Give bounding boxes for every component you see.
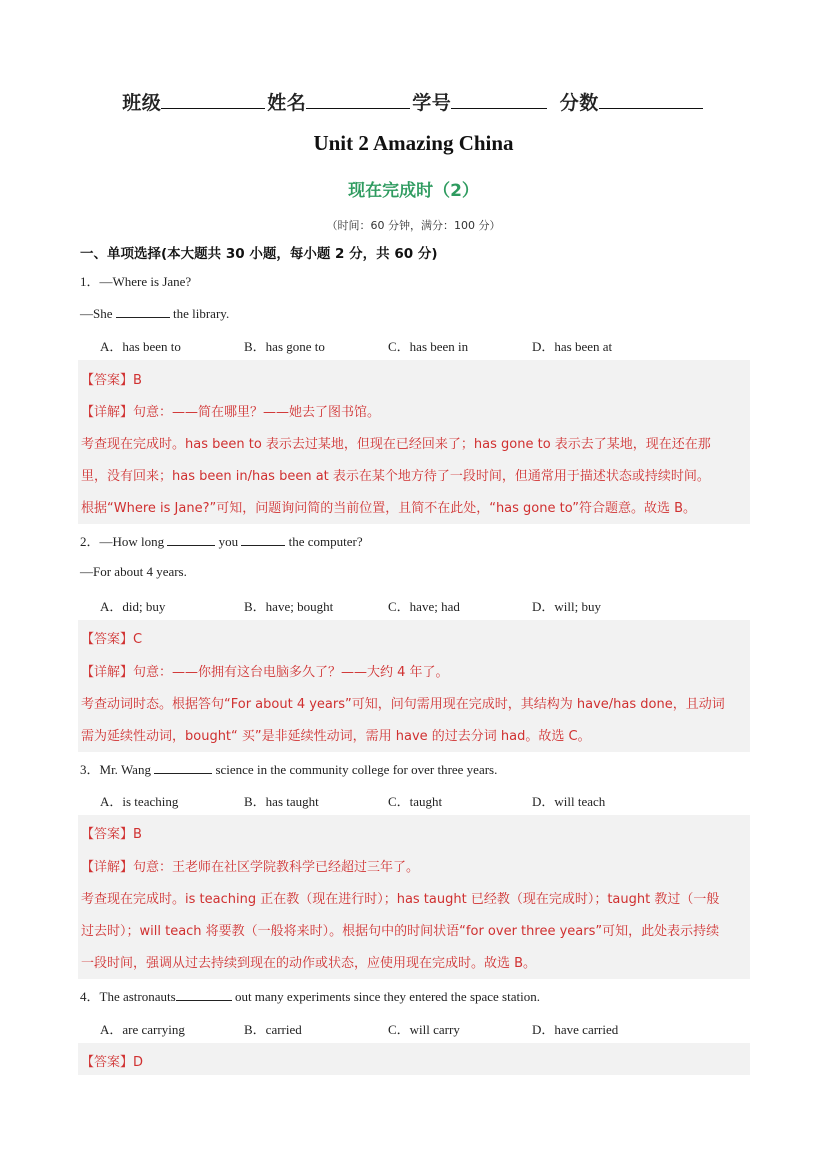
option-c[interactable]: C．have; had [388,599,460,614]
explanation-line: 考查现在完成时。is teaching 正在教（现在进行时）；has taught 已经教（现在完成时）；taught 教过（一般 [81,892,720,907]
explanation-line: 需为延续性动词，bought“ 买”是非延续性动词，需用 have 的过去分词 had。故选 C。 [81,729,591,744]
section-title: 一、单项选择(本大题共 30 小题，每小题 2 分，共 60 分) [80,246,438,262]
answer-blank [116,304,170,318]
option-c[interactable]: C．will carry [388,1022,460,1037]
student-info-line [0,88,827,115]
explanation-head: 【详解】句意：——你拥有这台电脑多久了？——大约 4 年了。 [81,665,449,680]
class-label: 班级 [122,93,162,114]
option-d[interactable]: D．will teach [532,794,606,809]
explanation-line: 过去时）；will teach 将要教（一般将来时）。根据句中的时间状语“for over three years”可知，此处表示持续 [81,924,720,939]
answer-blank [241,532,285,546]
question-3-explanation-box [78,815,750,979]
class-blank[interactable] [161,90,265,109]
explanation-line: 里，没有回来；has been in/has been at 表示在某个地方待了一段时间，但通常用于描述状态或持续时间。 [81,469,710,484]
question-2-options [100,596,676,615]
option-b[interactable]: B．have; bought [244,599,334,614]
option-c[interactable]: C．has been in [388,339,469,354]
score-label: 分数 [559,93,599,114]
question-2-explanation-box [78,620,750,752]
option-b[interactable]: B．has taught [244,794,319,809]
question-1-stem: 1．—Where is Jane? [80,274,192,289]
question-2-stem: 2．—How long you the computer? [80,534,363,549]
answer-label: 【答案】D [81,1055,144,1070]
option-d[interactable]: D．will; buy [532,599,601,614]
question-1-line-2: —She the library. [80,306,230,321]
option-a[interactable]: A．are carrying [100,1022,185,1037]
name-blank[interactable] [306,90,410,109]
option-c[interactable]: C．taught [388,794,443,809]
name-label: 姓名 [267,93,307,114]
time-info: （时间：60 分钟，满分：100 分） [326,219,501,232]
score-blank[interactable] [599,90,703,109]
explanation-head: 【详解】句意：——简在哪里？——她去了图书馆。 [81,405,381,420]
answer-blank [167,532,215,546]
option-d[interactable]: D．has been at [532,339,613,354]
answer-label: 【答案】B [81,827,142,842]
question-2-line-2: —For about 4 years. [80,564,187,579]
question-4-options [100,1019,676,1038]
answer-label: 【答案】B [81,373,142,388]
question-1-explanation-box [78,360,750,524]
id-blank[interactable] [451,90,547,109]
option-a[interactable]: A．did; buy [100,599,166,614]
explanation-line: 一段时间，强调从过去持续到现在的动作或状态，应使用现在完成时。故选 B。 [81,956,537,971]
explanation-line: 根据“Where is Jane?”可知，问题询问简的当前位置，且简不在此处，“has gone to”符合题意。故选 B。 [81,501,696,516]
option-b[interactable]: B．has gone to [244,339,325,354]
question-3-stem: 3．Mr. Wang science in the community college for over three years. [80,762,498,777]
answer-blank [176,987,232,1001]
explanation-line: 考查现在完成时。has been to 表示去过某地，但现在已经回来了；has gone to 表示去了某地，现在还在那 [81,437,711,452]
question-4-explanation-box [78,1043,750,1075]
question-4-stem: 4．The astronauts out many experiments since they entered the space station. [80,989,540,1004]
question-1-options [100,336,676,355]
option-a[interactable]: A．is teaching [100,794,179,809]
explanation-head: 【详解】句意：王老师在社区学院教科学已经超过三年了。 [81,860,420,875]
answer-blank [154,760,212,774]
lesson-subtitle: 现在完成时（2） [348,181,479,201]
answer-label: 【答案】C [81,632,143,647]
option-a[interactable]: A．has been to [100,339,181,354]
id-label: 学号 [412,93,452,114]
option-b[interactable]: B．carried [244,1022,302,1037]
unit-title: Unit 2 Amazing China [313,131,514,155]
option-d[interactable]: D．have carried [532,1022,619,1037]
question-3-options [100,791,676,810]
explanation-line: 考查动词时态。根据答句“For about 4 years”可知，问句需用现在完成时，其结构为 have/has done，且动词 [81,697,725,712]
